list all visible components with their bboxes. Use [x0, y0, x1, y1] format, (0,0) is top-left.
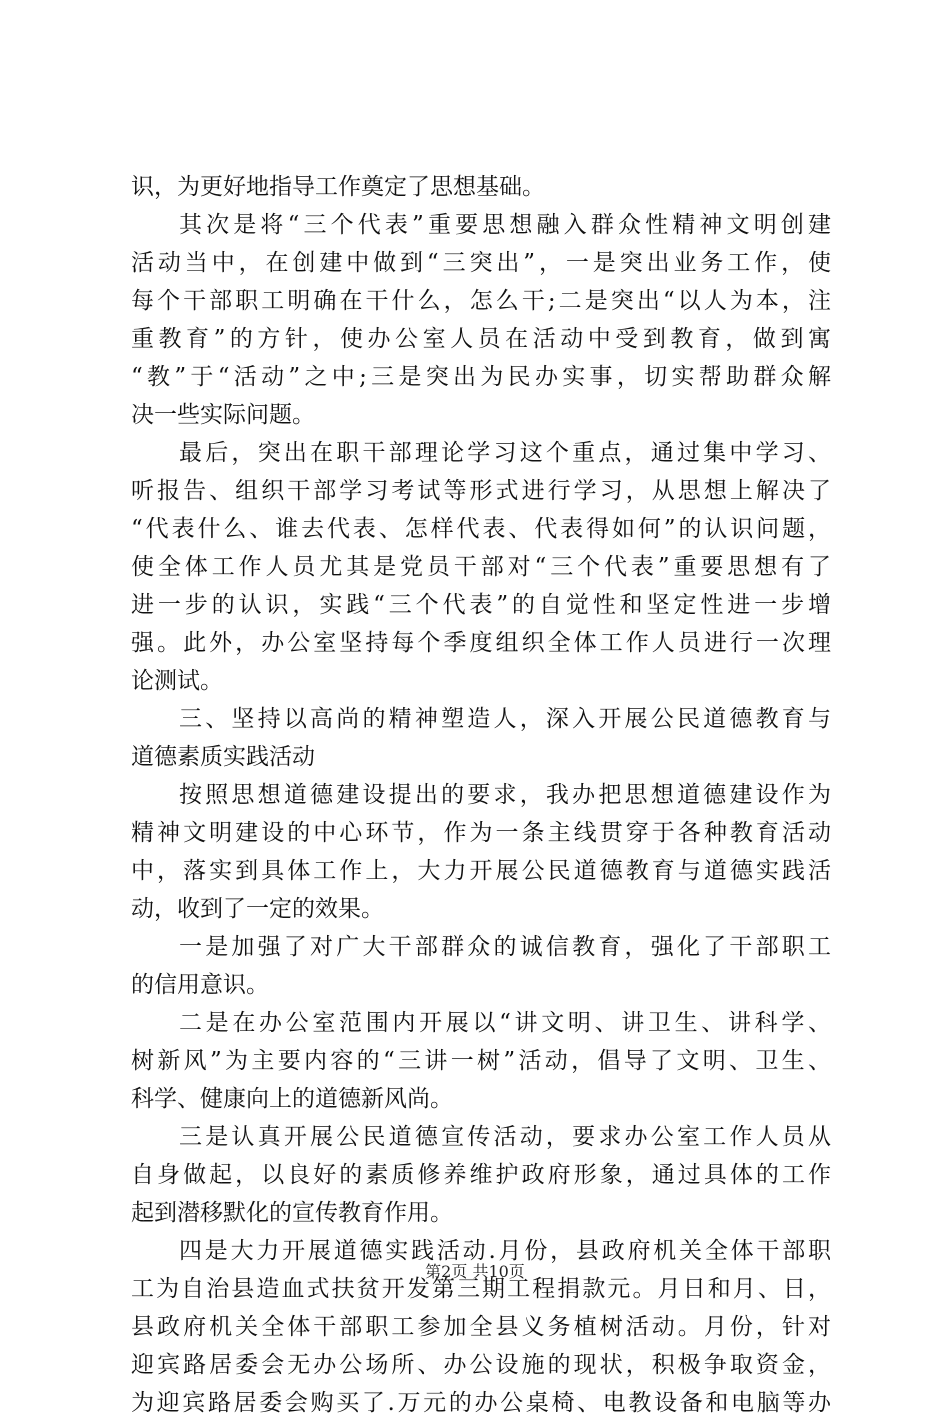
- text-line: “教”于“活动”之中;三是突出为民办实事，切实帮助群众解: [131, 364, 831, 390]
- text-line: 其次是将“三个代表”重要思想融入群众性精神文明创建: [179, 212, 831, 238]
- text-line: 四是大力开展道德实践活动.月份，县政府机关全体干部职: [179, 1238, 831, 1264]
- text-line: 起到潜移默化的宣传教育作用。: [131, 1200, 453, 1226]
- text-line: 为迎宾路居委会购买了.万元的办公桌椅、电教设备和电脑等办: [131, 1390, 831, 1416]
- text-line: 重教育”的方针，使办公室人员在活动中受到教育，做到寓: [131, 326, 831, 352]
- text-line: 使全体工作人员尤其是党员干部对“三个代表”重要思想有了: [131, 554, 831, 580]
- text-line: “代表什么、谁去代表、怎样代表、代表得如何”的认识问题，: [131, 516, 831, 542]
- text-line: 工为自治县造血式扶贫开发第三期工程捐款元。月日和月、日，: [131, 1276, 831, 1302]
- text-line: 的信用意识。: [131, 972, 269, 998]
- text-line: 听报告、组织干部学习考试等形式进行学习，从思想上解决了: [131, 478, 831, 504]
- text-line: 进一步的认识，实践“三个代表”的自觉性和坚定性进一步增: [131, 592, 831, 618]
- text-line: 迎宾路居委会无办公场所、办公设施的现状，积极争取资金，: [131, 1352, 831, 1378]
- text-line: 三是认真开展公民道德宣传活动，要求办公室工作人员从: [179, 1124, 831, 1150]
- text-line: 树新风”为主要内容的“三讲一树”活动，倡导了文明、卫生、: [131, 1048, 831, 1074]
- text-line: 科学、健康向上的道德新风尚。: [131, 1086, 453, 1112]
- text-line: 每个干部职工明确在干什么，怎么干;二是突出“以人为本，注: [131, 288, 831, 314]
- text-line: 决一些实际问题。: [131, 402, 315, 428]
- text-line: 道德素质实践活动: [131, 744, 315, 770]
- text-line: 强。此外，办公室坚持每个季度组织全体工作人员进行一次理: [131, 630, 831, 656]
- text-line: 县政府机关全体干部职工参加全县义务植树活动。月份，针对: [131, 1314, 831, 1340]
- text-line: 自身做起，以良好的素质修养维护政府形象，通过具体的工作: [131, 1162, 831, 1188]
- text-line: 最后，突出在职干部理论学习这个重点，通过集中学习、: [179, 440, 831, 466]
- text-line: 一是加强了对广大干部群众的诚信教育，强化了干部职工: [179, 934, 831, 960]
- text-line: 论测试。: [131, 668, 223, 694]
- text-line: 二是在办公室范围内开展以“讲文明、讲卫生、讲科学、: [179, 1010, 831, 1036]
- text-line: 中，落实到具体工作上，大力开展公民道德教育与道德实践活: [131, 858, 831, 884]
- text-line: 识，为更好地指导工作奠定了思想基础。: [131, 174, 545, 200]
- text-line: 三、坚持以高尚的精神塑造人，深入开展公民道德教育与: [179, 706, 831, 732]
- text-line: 精神文明建设的中心环节，作为一条主线贯穿于各种教育活动: [131, 820, 831, 846]
- text-line: 动，收到了一定的效果。: [131, 896, 384, 922]
- document-body: [131, 168, 831, 1422]
- page-footer: 第2页 共10页: [425, 1262, 525, 1281]
- text-line: 按照思想道德建设提出的要求，我办把思想道德建设作为: [179, 782, 831, 808]
- text-line: 活动当中，在创建中做到“三突出”，一是突出业务工作，使: [131, 250, 831, 276]
